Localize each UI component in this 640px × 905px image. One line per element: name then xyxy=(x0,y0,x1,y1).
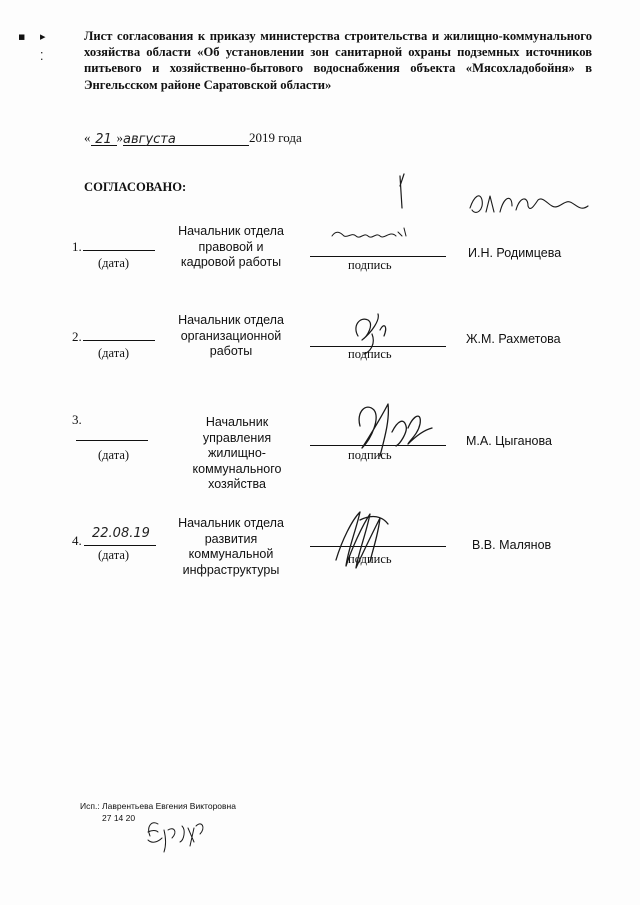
approved-heading: СОГЛАСОВАНО: xyxy=(84,180,187,194)
date-close-quote: » xyxy=(116,130,123,145)
handwritten-signature xyxy=(359,404,432,456)
signature-caption: подпись xyxy=(348,347,392,361)
approver-position: Начальник отдела развития коммунальной инфраструктуры xyxy=(178,516,284,577)
approval-number: 3. xyxy=(72,412,82,427)
signature-caption: подпись xyxy=(348,552,392,566)
executor-phone: 27 14 20 xyxy=(102,813,136,823)
approver-name: И.Н. Родимцева xyxy=(468,246,562,260)
date-open-quote: « xyxy=(84,130,91,145)
approver-name: Ж.М. Рахметова xyxy=(466,332,561,346)
handwritten-date: 22.08.19 xyxy=(92,526,150,541)
handwritten-mark xyxy=(400,174,404,208)
handwritten-signature xyxy=(332,228,406,237)
approver-position: Начальник отдела правовой и кадровой работы xyxy=(178,224,284,269)
date-year: 2019 года xyxy=(249,130,302,145)
handwritten-signature xyxy=(470,196,588,213)
date-day: 21 xyxy=(95,132,112,147)
signature-caption: подпись xyxy=(348,258,392,272)
handwritten-signature xyxy=(148,823,203,852)
approval-number: 2. xyxy=(72,328,155,345)
approver-name: В.В. Малянов xyxy=(472,538,552,552)
approver-name: М.А. Цыганова xyxy=(466,434,552,448)
approval-number: 4. xyxy=(72,533,82,548)
handwritten-signature xyxy=(356,314,386,354)
date-caption: (дата) xyxy=(98,448,130,462)
approver-position: Начальник отдела организационной работы xyxy=(178,313,284,358)
date-caption: (дата) xyxy=(98,346,130,360)
executor-name: Исп.: Лаврентьева Евгения Викторовна xyxy=(80,801,236,811)
signature-caption: подпись xyxy=(348,448,392,462)
approver-position: Начальник управления жилищно- коммунального хозяйства xyxy=(192,415,282,491)
date-caption: (дата) xyxy=(98,256,130,270)
date-caption: (дата) xyxy=(98,548,130,562)
approval-number: 1. xyxy=(72,238,155,255)
document-title: Лист согласования к приказу министерства строительства и жилищно-коммунального хозяйства области «Об установлении зон санитарной охраны подземных источников питьевого и хозяйственно-бытового водоснабжения объекта «Мясохладобойня» в Энгельсском районе Саратовской области» xyxy=(84,29,592,92)
handwritten-signature xyxy=(336,512,388,568)
margin-mark-icon: ▪ xyxy=(18,30,26,43)
margin-mark-icon: ⁚ xyxy=(40,50,44,63)
margin-mark-icon: ▸ xyxy=(40,30,46,43)
date-month: августа xyxy=(123,132,176,147)
